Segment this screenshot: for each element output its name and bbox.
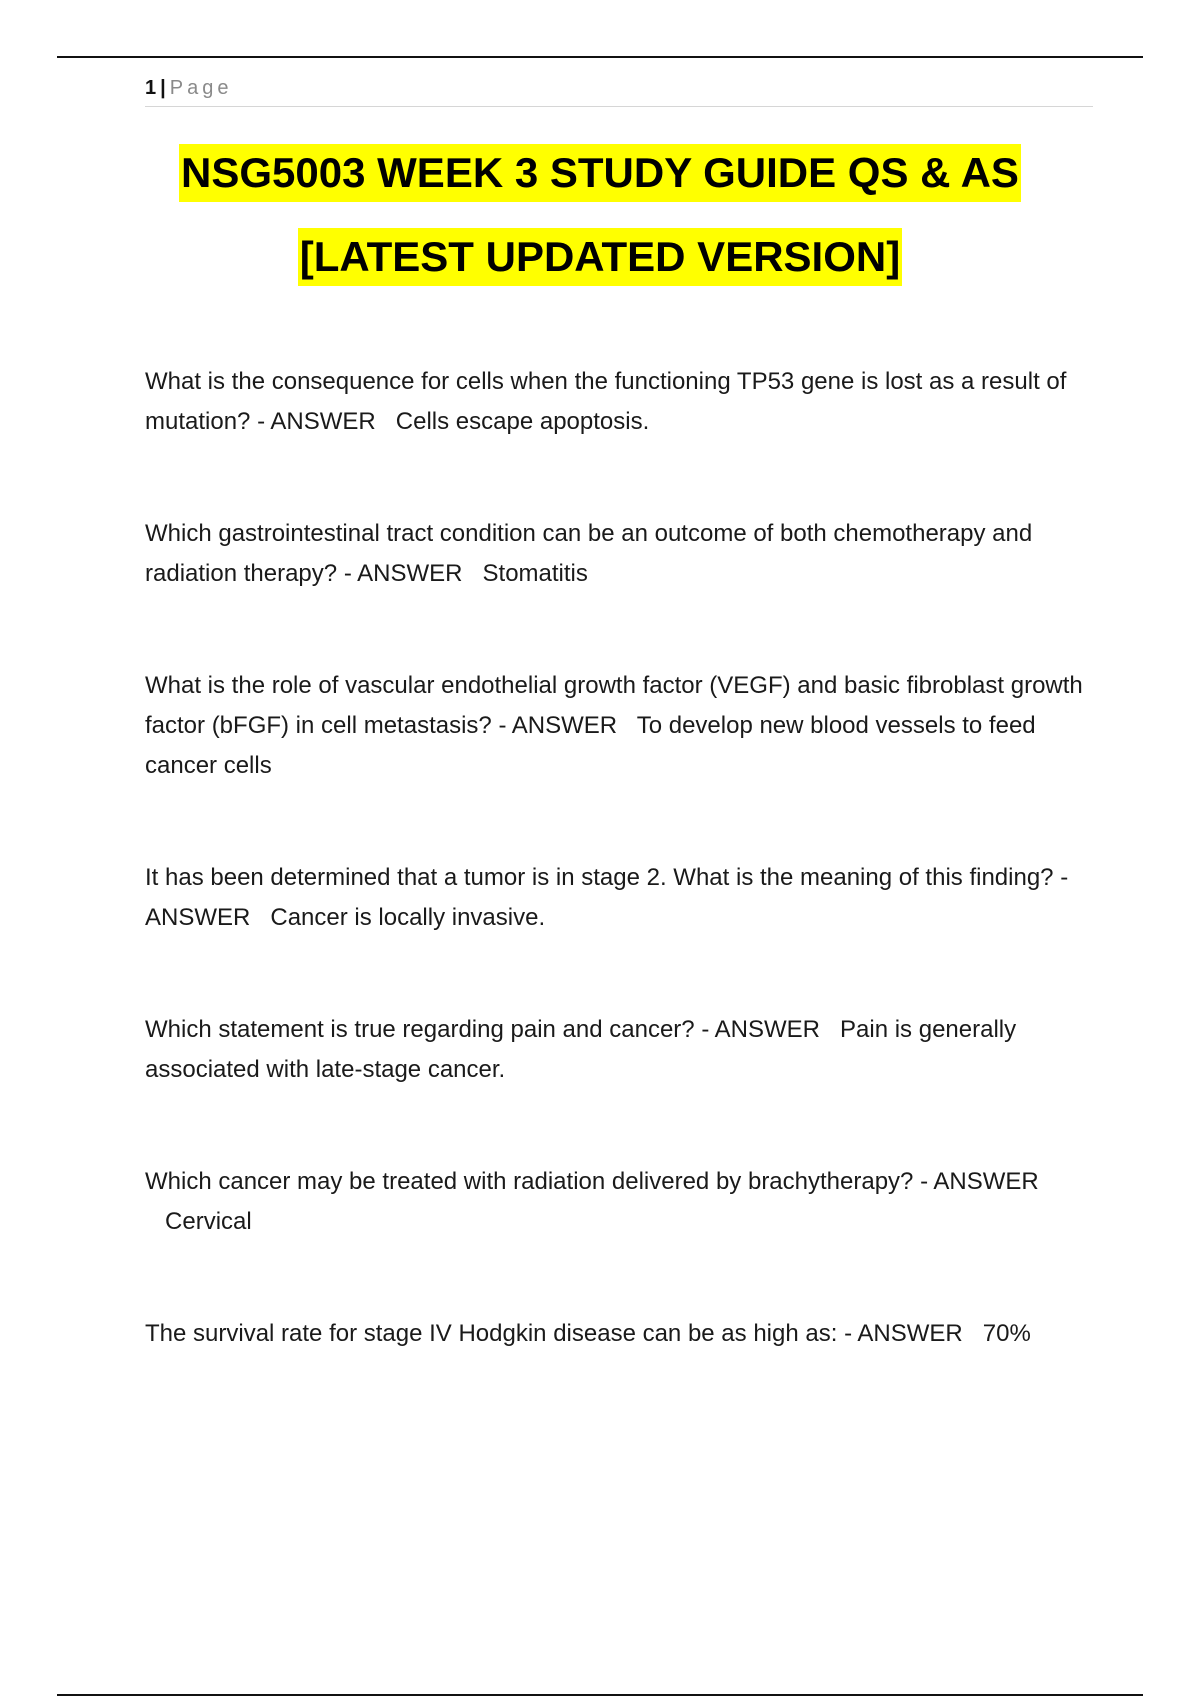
page-header [145, 74, 1093, 107]
qa-item [145, 1162, 1095, 1242]
answer-label: - ANSWER [701, 1016, 820, 1043]
question-text: Which gastrointestinal tract condition can be an outcome of both chemotherapy and radiation therapy? [145, 520, 1033, 587]
question-text: Which cancer may be treated with radiation delivered by brachytherapy? [145, 1168, 914, 1195]
answer-label: - ANSWER [498, 712, 618, 739]
answer-text: Cervical [165, 1208, 252, 1235]
page-label: Page [169, 77, 233, 99]
qa-list [145, 362, 1095, 1426]
qa-item [145, 362, 1095, 442]
title-line-2: [LATEST UPDATED VERSION] [298, 228, 902, 286]
qa-item [145, 858, 1095, 938]
qa-item [145, 1010, 1095, 1090]
page-number: 1 [145, 77, 157, 99]
answer-text: Stomatitis [482, 560, 588, 587]
top-rule [57, 56, 1143, 58]
title-line-1: NSG5003 WEEK 3 STUDY GUIDE QS & AS [179, 144, 1021, 202]
bottom-rule [57, 1694, 1143, 1696]
answer-text: To develop new blood vessels to feed cancer cells [145, 712, 1036, 779]
answer-label: - ANSWER [920, 1168, 1039, 1195]
answer-label: - ANSWER [257, 408, 376, 435]
header-separator: | [160, 77, 166, 99]
question-text: What is the role of vascular endothelial growth factor (VEGF) and basic fibroblast growth factor (bFGF) in cell metastasis? [145, 672, 1083, 739]
answer-text: Cancer is locally invasive. [270, 904, 546, 931]
question-text: It has been determined that a tumor is in stage 2. What is the meaning of this finding? [145, 864, 1054, 891]
answer-text: 70% [982, 1320, 1031, 1347]
answer-label: - ANSWER [145, 864, 1069, 931]
answer-label: - ANSWER [343, 560, 463, 587]
qa-item [145, 1314, 1095, 1354]
answer-text: Cells escape apoptosis. [395, 408, 650, 435]
question-text: The survival rate for stage IV Hodgkin disease can be as high as: [145, 1320, 838, 1347]
question-text: What is the consequence for cells when the functioning TP53 gene is lost as a result of mutation? [145, 368, 1067, 435]
document-title [0, 144, 1200, 286]
qa-item [145, 514, 1095, 594]
answer-text: Pain is generally associated with late-stage cancer. [145, 1016, 1017, 1083]
qa-item [145, 666, 1095, 786]
answer-label: - ANSWER [844, 1320, 963, 1347]
question-text: Which statement is true regarding pain and cancer? [145, 1016, 695, 1043]
